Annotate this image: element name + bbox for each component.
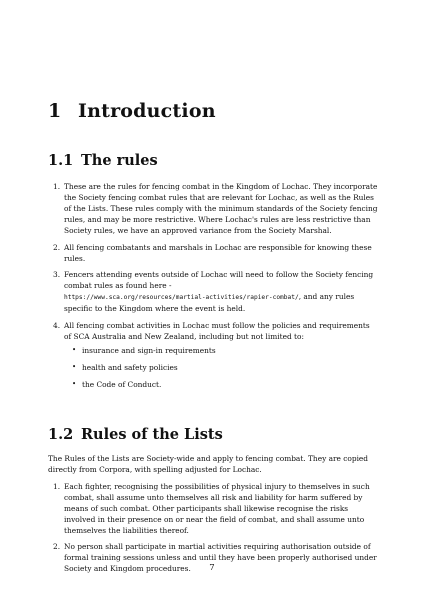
section-title: Rules of the Lists — [81, 426, 223, 443]
section-number: 1.1 — [48, 152, 74, 169]
list-item — [48, 481, 378, 536]
bullet-item — [64, 362, 378, 373]
society-rules-link[interactable]: https://www.sca.org/resources/martial-activities/rapier-combat/ — [64, 294, 299, 301]
item-text: No person shall participate in martial activities requiring authorisation outside of formal training sessions unless and until they have been properly authorised under Society and Kingdom procedures. — [64, 542, 377, 573]
section-title: The rules — [81, 152, 158, 169]
bullet-text: insurance and sign-in requirements — [82, 345, 216, 355]
bullet-text: health and safety policies — [82, 362, 178, 372]
page-number: 7 — [209, 563, 215, 573]
item-number: 2. — [53, 542, 61, 551]
list-item — [48, 242, 378, 264]
rules-list — [48, 181, 378, 390]
item-number: 3. — [53, 270, 61, 279]
section-heading-the-rules — [48, 152, 158, 169]
section-body-rules-of-the-lists — [48, 453, 378, 580]
bullet-icon: • — [72, 345, 77, 354]
item-text: All fencing combatants and marshals in Lochac are responsible for knowing these rules. — [64, 242, 372, 263]
item-number: 1. — [53, 481, 61, 491]
list-item — [48, 320, 378, 390]
item-text-continued: , and any rules specific to the Kingdom where the event is held. — [64, 292, 355, 313]
chapter-heading — [48, 100, 216, 122]
section-number: 1.2 — [48, 426, 74, 443]
item-number: 1. — [53, 182, 61, 191]
rules-of-lists-list — [48, 481, 378, 575]
list-item — [48, 269, 378, 314]
bullet-icon: • — [72, 362, 77, 371]
bullet-item — [64, 379, 378, 390]
bullet-item — [64, 345, 378, 356]
chapter-title: Introduction — [78, 100, 216, 122]
item-text: Fencers attending events outside of Lochac will need to follow the Society fencing combat rules as found here - — [64, 270, 374, 290]
chapter-number: 1 — [48, 100, 62, 122]
item-number: 2. — [53, 242, 61, 252]
item-text: Each fighter, recognising the possibilities of physical injury to themselves in such combat, shall assume unto themselves all risk and liability for harm suffered by means of such combat. Other participants shall likewise recognise the risks involved in their presence on or near the field of combat, and shall assume unto themselves the liabilities thereof. — [64, 481, 370, 535]
bullet-icon: • — [72, 379, 77, 388]
bullet-text: the Code of Conduct. — [82, 379, 162, 389]
list-item — [48, 181, 378, 236]
section-body-the-rules — [48, 181, 378, 396]
item-text: All fencing combat activities in Lochac must follow the policies and requirements of SCA Australia and New Zealand, including but not limited to: — [64, 320, 370, 341]
section-intro-paragraph: The Rules of the Lists are Society-wide and apply to fencing combat. They are copied directly from Corpora, with spelling adjusted for Lochac. — [48, 454, 369, 474]
requirements-bullet-list — [64, 345, 378, 390]
item-number: 4. — [53, 320, 61, 330]
section-heading-rules-of-the-lists — [48, 426, 223, 443]
item-text: These are the rules for fencing combat in the Kingdom of Lochac. They incorporate the Society fencing combat rules that are relevant for Lochac, as well as the Rules of the Lists. These rules comply with the minimum standards of the Society fencing rules, and may be more restrictive. Where Lochac's rules are less restrictive than Society rules, we have an approved variance from the Society Marshal. — [64, 182, 378, 235]
